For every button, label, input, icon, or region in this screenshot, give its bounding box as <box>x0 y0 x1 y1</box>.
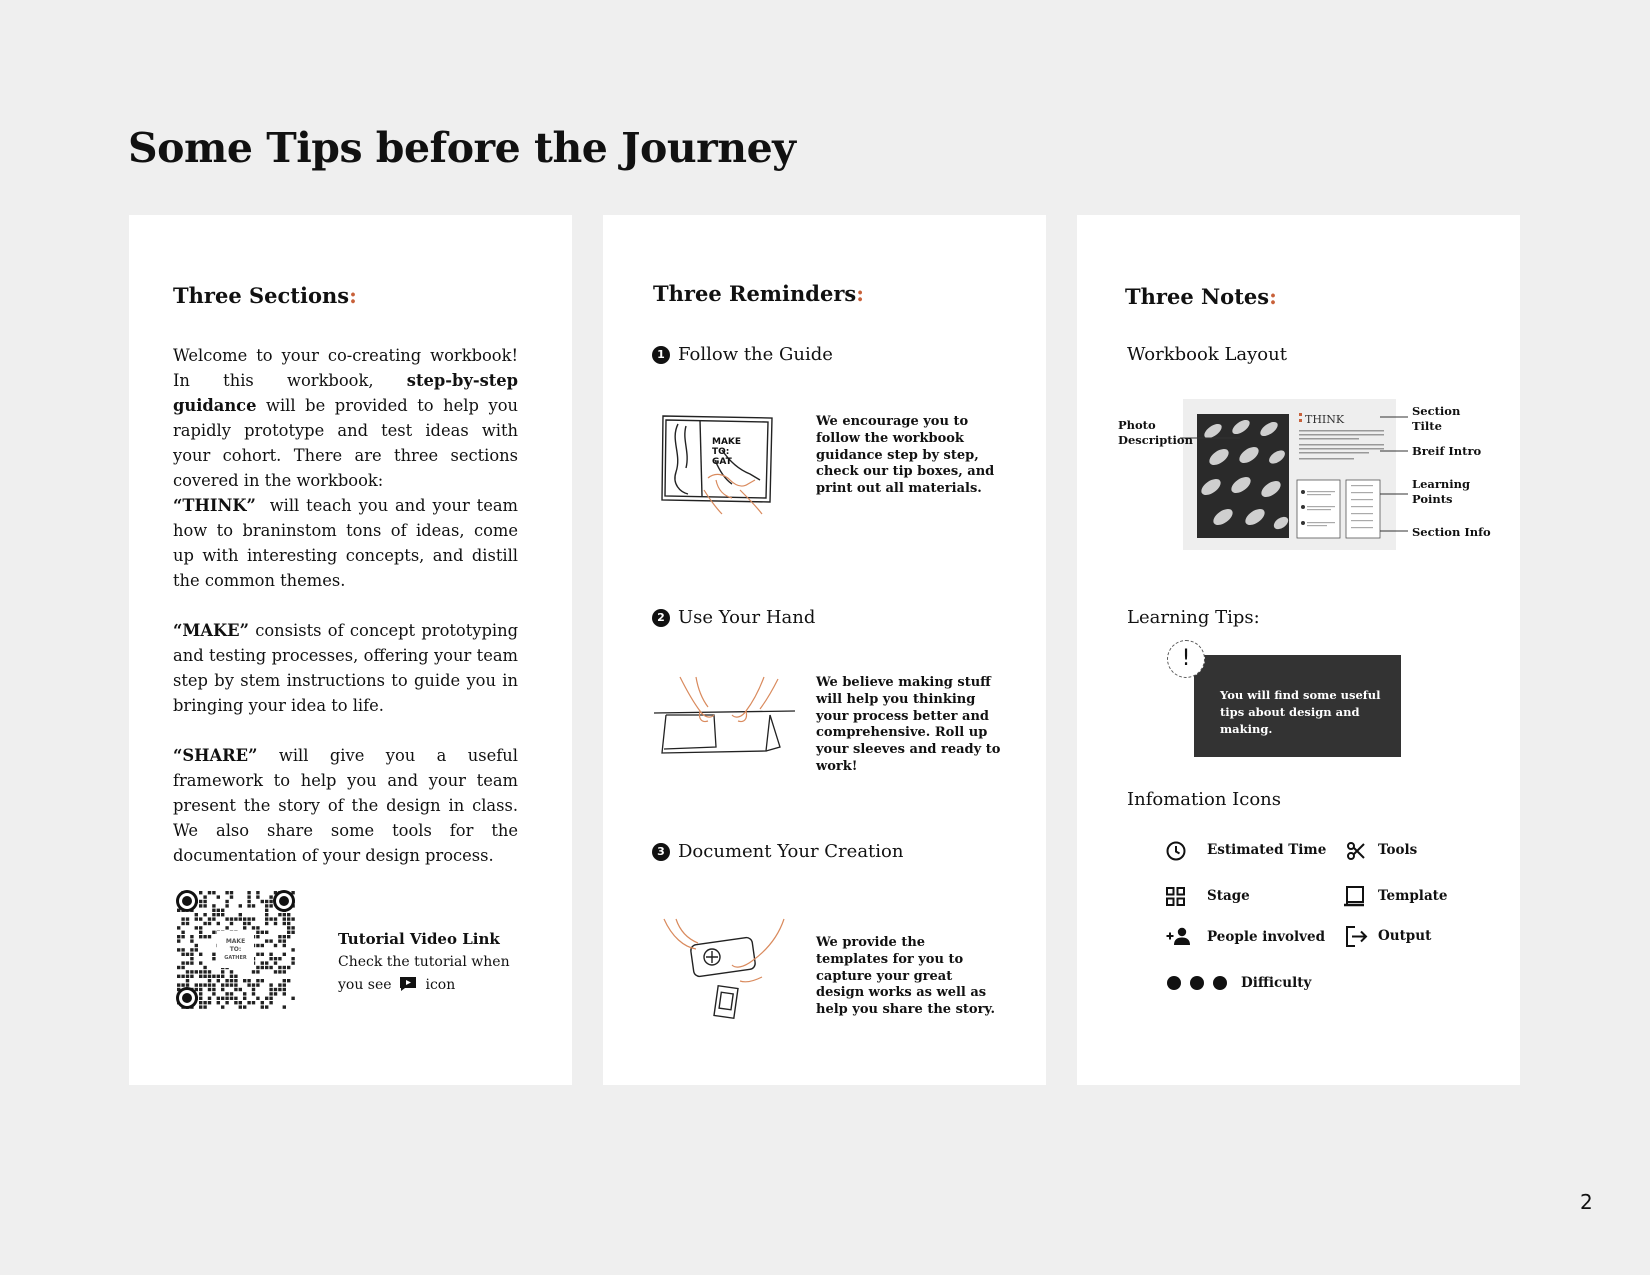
reminder-1-text: We encourage you to follow the workbook guidance step by step, check our tip boxes, and print out all materials. <box>816 414 995 497</box>
illus-text-1: MAKE <box>712 437 742 447</box>
qr-code-image[interactable] <box>173 887 298 1012</box>
sections-share: “SHARE” will give you a useful framework to help you and your team present the story of the design in class. We also share some tools for the documentation of your design process. <box>173 746 518 865</box>
icon-label-people-involved: People involved <box>1207 929 1326 945</box>
clock-icon <box>1166 841 1186 861</box>
sections-intro: Welcome to your co-creating workbook! In this workbook, step-by-step guidance will be provided to help you rapidly prototype and test ideas with your cohort. There are three sections covered in the workbook: <box>173 346 518 490</box>
illus-text-3: GAT <box>712 457 732 467</box>
qr-logo-line-3: GATHER <box>224 955 247 961</box>
follow-guide-illustration <box>660 410 775 515</box>
icon-label-output: Output <box>1378 928 1432 944</box>
scissors-icon <box>1346 841 1366 861</box>
difficulty-dots-icon <box>1166 975 1228 991</box>
output-icon <box>1346 926 1368 947</box>
icon-label-difficulty: Difficulty <box>1241 975 1312 991</box>
reminder-2-text: We believe making stuff will help you thinking your process better and comprehensive. Roll up your sleeves and ready to work! <box>816 675 1001 774</box>
layout-leader-lines <box>1180 410 1420 550</box>
sections-think: “THINK” will teach you and your team how to braninstom tons of ideas, come up with interesting concepts, and distill the common themes. <box>173 496 524 590</box>
icon-label-estimated-time: Estimated Time <box>1207 842 1327 858</box>
label-section-info: Section Info <box>1412 525 1491 539</box>
learning-tips-title: Learning Tips: <box>1127 607 1260 628</box>
qr-logo-line-1: MAKE <box>225 938 246 945</box>
grid-icon <box>1166 887 1185 906</box>
layout-think-label: THINK <box>1305 413 1345 426</box>
document-creation-illustration <box>662 917 787 1022</box>
video-link-text-line1: Check the tutorial when <box>338 954 510 970</box>
qr-logo-line-2: TO: <box>229 946 242 953</box>
label-learning-points: Learning Points <box>1412 477 1471 506</box>
use-hand-illustration <box>652 675 797 755</box>
illus-text-2: TO: <box>712 447 730 457</box>
tip-box: You will find some useful tips about design and making. <box>1194 655 1401 757</box>
tip-exclamation-icon: ! <box>1167 640 1205 678</box>
label-section-title: Section Tilte <box>1412 404 1461 433</box>
reminder-3-title: 3 Document Your Creation <box>652 841 903 862</box>
page-title: Some Tips before the Journey <box>128 124 796 172</box>
reminder-1-title: 1 Follow the Guide <box>652 344 833 365</box>
sections-make: “MAKE” consists of concept prototyping and testing processes, offering your team step by stem instructions to guide you in bringing your idea to life. <box>173 621 518 715</box>
video-chat-icon <box>399 976 417 992</box>
workbook-layout-title: Workbook Layout <box>1127 344 1287 365</box>
icon-label-tools: Tools <box>1378 842 1418 858</box>
icon-label-template: Template <box>1378 888 1448 904</box>
reminder-2-title: 2 Use Your Hand <box>652 607 815 628</box>
reminder-3-number: 3 <box>652 843 670 861</box>
page-number: 2 <box>1580 1190 1593 1214</box>
notes-title: Three Notes: <box>1125 284 1277 309</box>
video-link-text-line2: you see icon <box>338 977 456 993</box>
reminder-1-number: 1 <box>652 346 670 364</box>
reminders-title: Three Reminders: <box>653 281 864 306</box>
person-add-icon <box>1166 927 1191 946</box>
label-brief-intro: Breif Intro <box>1412 444 1482 458</box>
information-icons-title: Infomation Icons <box>1127 789 1282 810</box>
template-icon <box>1343 886 1365 907</box>
icon-label-stage: Stage <box>1207 888 1250 904</box>
reminder-3-text: We provide the templates for you to capture your great design works as well as help you share the story. <box>816 935 996 1018</box>
video-link-title[interactable]: Tutorial Video Link <box>338 930 500 948</box>
reminder-2-number: 2 <box>652 609 670 627</box>
sections-title: Three Sections: <box>173 283 357 308</box>
label-photo-description: Photo Description <box>1118 418 1193 447</box>
